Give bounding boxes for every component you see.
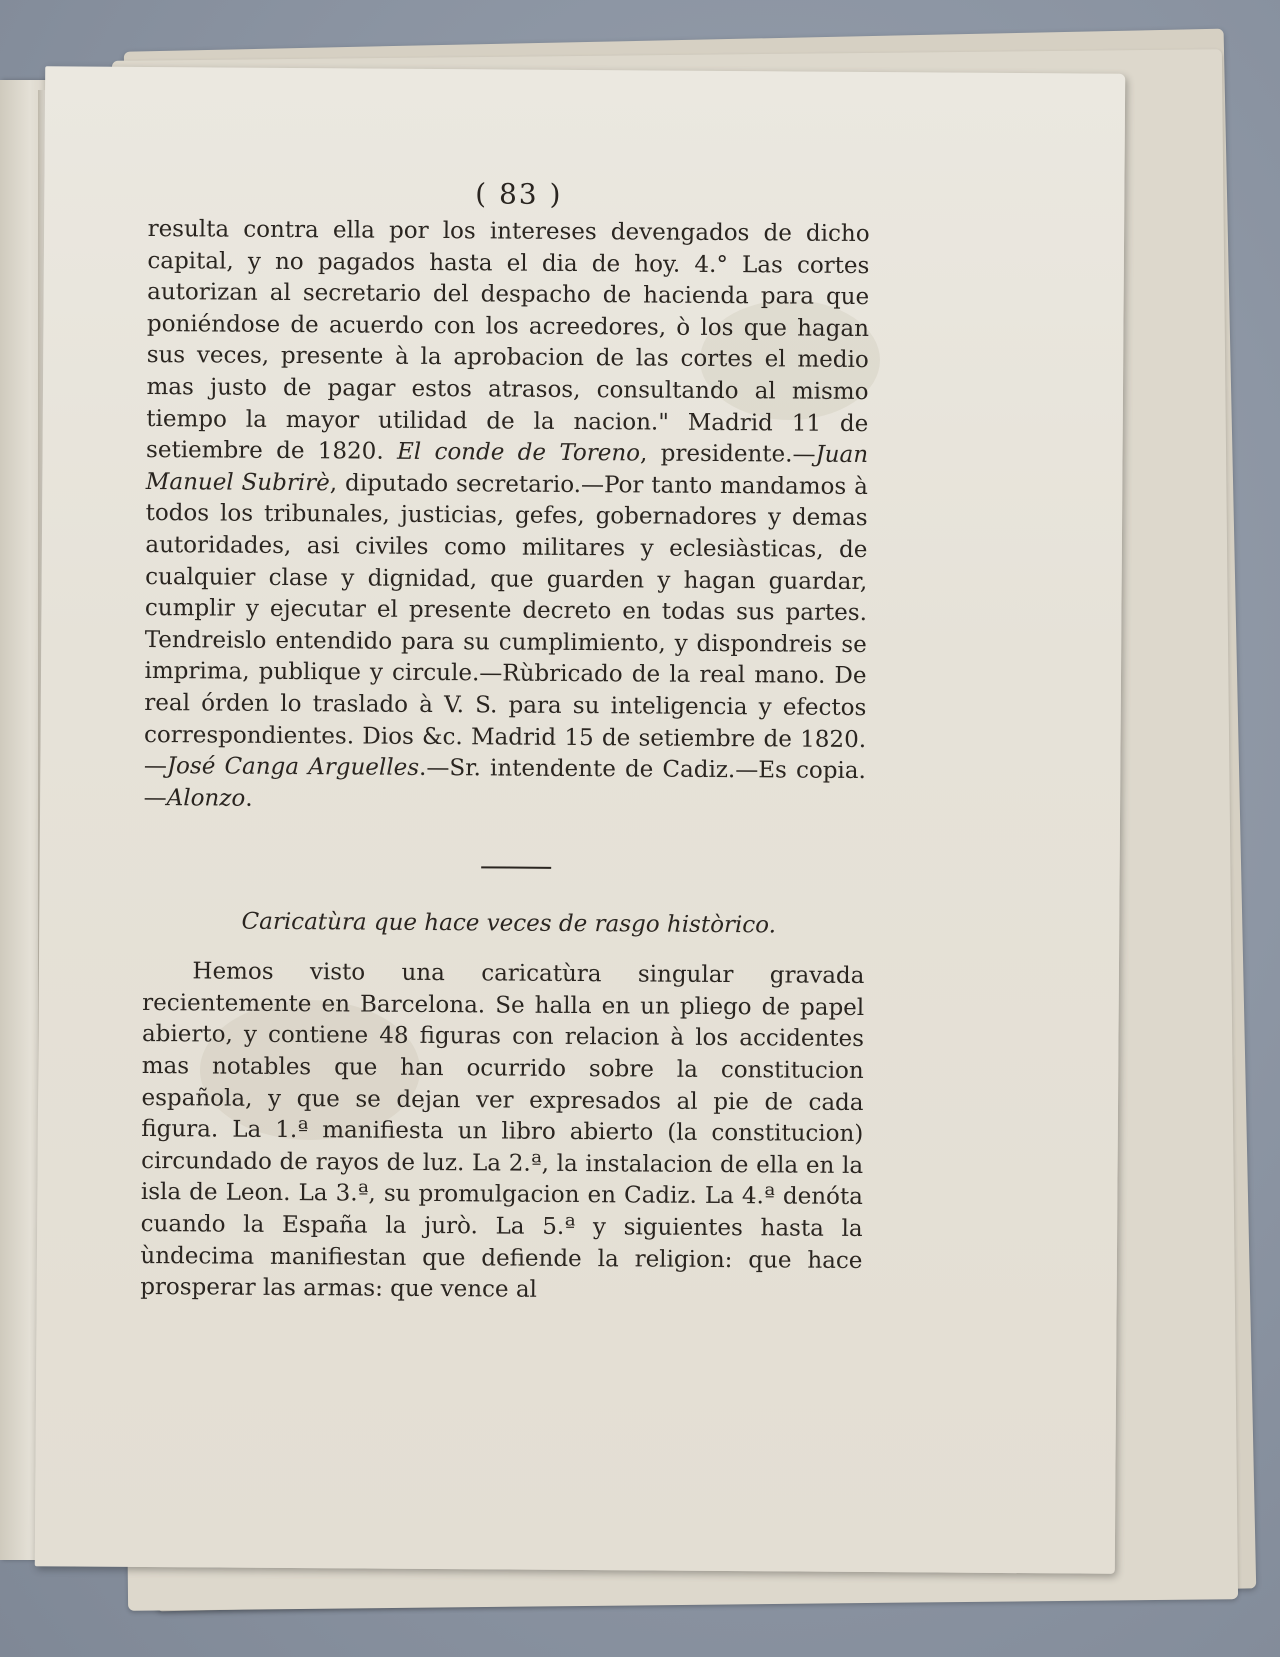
signatory-secretary: Juan Manuel Subrirè <box>145 441 869 497</box>
page-content <box>140 175 870 1309</box>
section-divider <box>481 867 551 869</box>
section-heading: Caricatùra que hace veces de rasgo històrico. <box>241 908 777 939</box>
caricature-paragraph: Hemos visto una caricatùra singular gravada recientemente en Barcelona. Se halla en un pliego de papel abierto, y contiene 48 figuras con relacion à los accidentes mas notables que han ocurrido sobre la constitucion española, y que se dejan ver expresados al pie de cada figura. La 1.ª manifiesta un libro abierto (la constitucion) circundado de rayos de luz. La 2.ª, la instalacion de ella en la isla de Leon. La 3.ª, su promulgacion en Cadiz. La 4.ª denóta cuando la España la jurò. La 5.ª y siguientes hasta la ùndecima manifiestan que defiende la religion: que hace prosperar las armas: que vence al <box>140 958 865 1303</box>
decree-text: .—Sr. intendente de Cadiz.—Es copia.— <box>143 755 866 811</box>
decree-text: , diputado secretario.—Por tanto mandamos à todos los tribunales, justicias, gefes, gobernadores y demas autoridades, asi civiles como militares y eclesiàsticas, de cualquier clase y dignidad, que guarden y hagan guardar, cumplir y ejecutar el presente decreto en todas sus partes. Tendreislo entendido para su cumplimiento, y dispondreis se imprima, publique y circule.—Rùbricado de la real mano. De real órden lo traslado à V. S. para su inteligencia y efectos correspondientes. Dios &c. Madrid 15 de setiembre de 1820.— <box>143 470 868 780</box>
decree-text: . <box>245 785 253 812</box>
decree-paragraph <box>144 214 870 819</box>
signatory-president: El conde de Toreno <box>396 438 641 467</box>
decree-text: resulta contra ella por los intereses devengados de dicho capital, y no pagados hasta el dia de hoy. 4.° Las cortes autorizan al secretario del despacho de hacienda para que poniéndose de acuerdo con los acreedores, ò los que hagan sus veces, presente à la aprobacion de las cortes el medio mas justo de pagar estos atrasos, consultando al mismo tiempo la mayor utilidad de la nacion." Madrid 11 de setiembre de 1820. <box>145 215 870 465</box>
signatory-minister: José Canga Arguelles <box>166 753 420 782</box>
page-number: ( 83 ) <box>475 177 563 211</box>
signatory-copy: Alonzo <box>166 784 246 812</box>
decree-text: , presidente.— <box>639 440 816 468</box>
